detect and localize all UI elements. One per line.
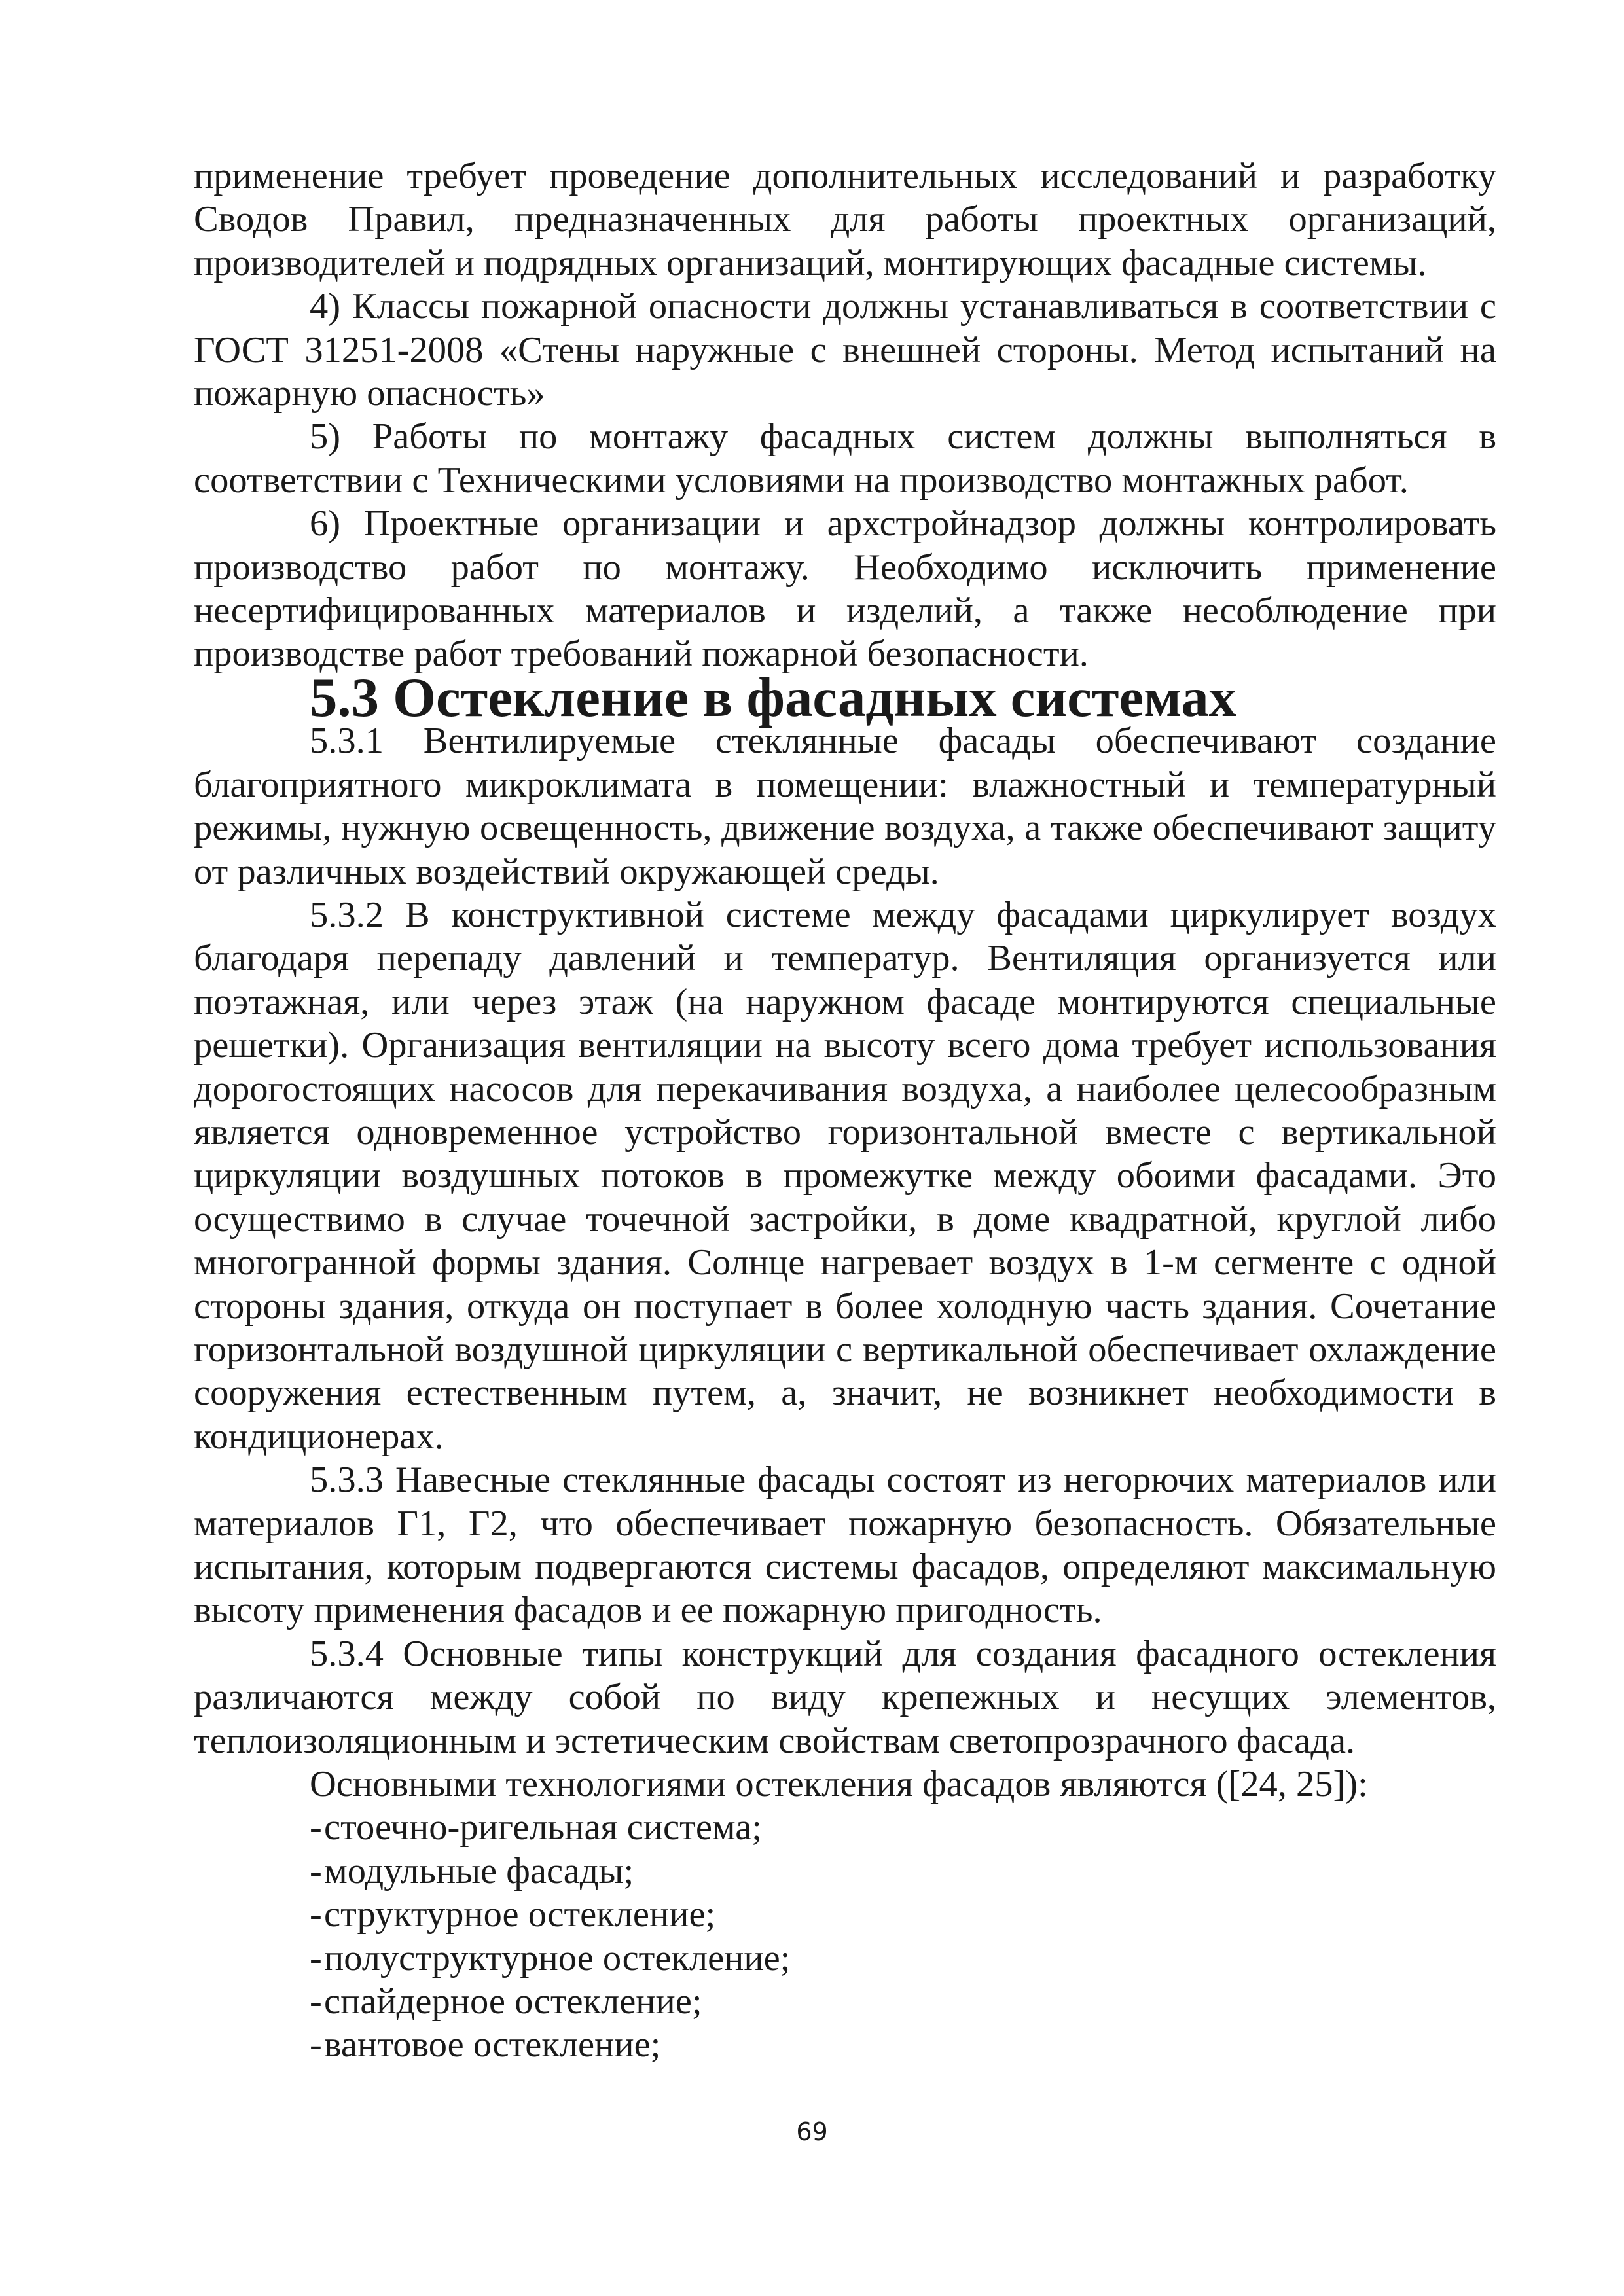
list-item-text: структурное остекление; bbox=[324, 1894, 716, 1935]
list-item bbox=[310, 2023, 1496, 2066]
list-item bbox=[310, 1893, 1496, 1936]
paragraph-continuation: применение требует проведение дополнительных исследований и разработку Сводов Правил, предназначенных для работы проектных организаций, производителей и подрядных организаций, монтирующих фасадные системы. bbox=[194, 156, 1496, 283]
technology-list bbox=[194, 1806, 1496, 2066]
document-page bbox=[194, 154, 1496, 2067]
section-heading: 5.3 Остекление в фасадных системах bbox=[310, 666, 1237, 728]
list-item bbox=[310, 1850, 1496, 1893]
dash-marker: - bbox=[310, 2024, 322, 2066]
list-item-text: полуструктурное остекление; bbox=[324, 1937, 791, 1979]
dash-marker: - bbox=[310, 1850, 322, 1892]
list-item-text: спайдерное остекление; bbox=[324, 1981, 702, 2022]
dash-marker: - bbox=[310, 1981, 322, 2022]
list-item-text: стоечно-ригельная система; bbox=[324, 1807, 763, 1848]
paragraph-item-6: 6) Проектные организации и архстройнадзор должны контролировать производство работ по монтажу. Необходимо исключить применение несертифицированных материалов и изделий, а также несоблюдение при производстве работ требований пожарной безопасности. bbox=[194, 503, 1496, 675]
list-item bbox=[310, 1806, 1496, 1849]
list-item bbox=[310, 1980, 1496, 2023]
dash-marker: - bbox=[310, 1807, 322, 1848]
paragraph-5-3-2: 5.3.2 В конструктивной системе между фасадами циркулирует воздух благодаря перепаду давлений и температур. Вентиляция организуется или поэтажная, или через этаж (на наружном фасаде монтируются специальные решетки). Организация вентиляции на высоту всего дома требует использования дорогостоящих насосов для перекачивания воздуха, а наиболее целесообразным является одновременное устройство горизонтальной вместе с вертикальной циркуляции воздушных потоков в промежутке между обоими фасадами. Это осуществимо в случае точечной застройки, в доме квадратной, круглой либо многогранной формы здания. Солнце нагревает воздух в 1-м сегменте с одной стороны здания, откуда он поступает в более холодную часть здания. Сочетание горизонтальной воздушной циркуляции с вертикальной обеспечивает охлаждение сооружения естественным путем, а, значит, не возникнет необходимости в кондиционерах. bbox=[194, 894, 1496, 1457]
paragraph-item-5: 5) Работы по монтажу фасадных систем должны выполняться в соответствии с Техническими условиями на производство монтажных работ. bbox=[194, 416, 1496, 501]
list-intro: Основными технологиями остекления фасадов являются ([24, 25]): bbox=[310, 1764, 1368, 1805]
paragraph-5-3-3: 5.3.3 Навесные стеклянные фасады состоят из негорючих материалов или материалов Г1, Г2, что обеспечивает пожарную безопасность. Обязательные испытания, которым подвергаются системы фасадов, определяют максимальную высоту применения фасадов и ее пожарную пригодность. bbox=[194, 1460, 1496, 1631]
list-item bbox=[310, 1937, 1496, 1980]
dash-marker: - bbox=[310, 1894, 322, 1935]
dash-marker: - bbox=[310, 1937, 322, 1979]
paragraph-5-3-1: 5.3.1 Вентилируемые стеклянные фасады обеспечивают создание благоприятного микроклимата в помещении: влажностный и температурный режимы, нужную освещенность, движение воздуха, а также обеспечивают защиту от различных воздействий окружающей среды. bbox=[194, 721, 1496, 892]
page-number: 69 bbox=[796, 2117, 828, 2146]
paragraph-5-3-4: 5.3.4 Основные типы конструкций для создания фасадного остекления различаются между собой по виду крепежных и несущих элементов, теплоизоляционным и эстетическим свойствам светопрозрачного фасада. bbox=[194, 1633, 1496, 1761]
paragraph-item-4: 4) Классы пожарной опасности должны устанавливаться в соответствии с ГОСТ 31251-2008 «Стены наружные с внешней стороны. Метод испытаний на пожарную опасность» bbox=[194, 286, 1496, 414]
list-item-text: вантовое остекление; bbox=[324, 2024, 661, 2066]
list-item-text: модульные фасады; bbox=[324, 1850, 634, 1892]
